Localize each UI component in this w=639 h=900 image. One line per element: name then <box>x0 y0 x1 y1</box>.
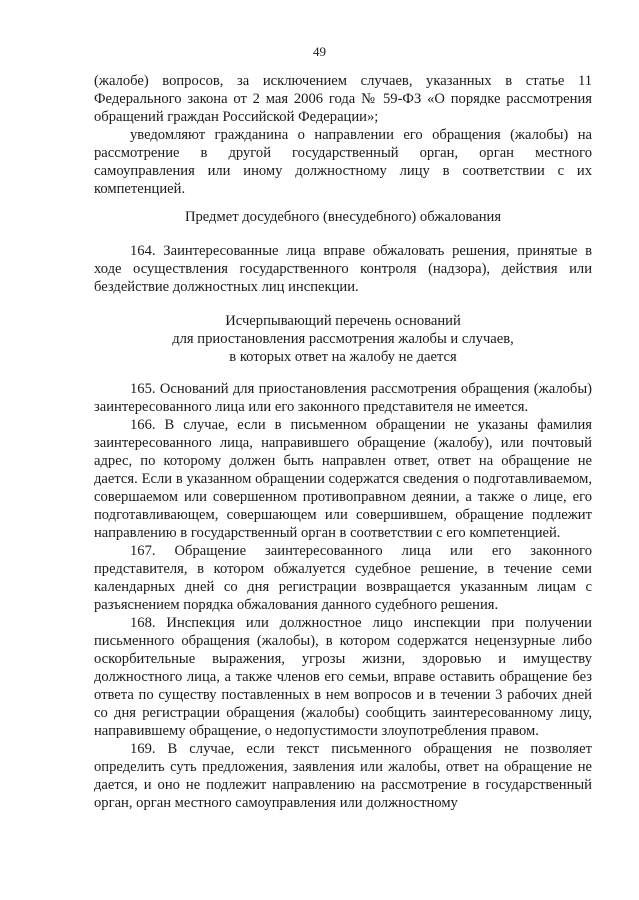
heading-grounds <box>94 312 592 366</box>
paragraph-168: 168. Инспекция или должностное лицо инспекции при получении письменного обращения (жалобы), в котором содержатся нецензурные либо оскорбительные выражения, угрозы жизни, здоровью и имуществу должностного лица, а также членов его семьи, вправе оставить обращение без ответа по существу поставленных в нем вопросов и в течении 3 рабочих дней со дня регистрации обращения (жалобы) сообщить заинтересованному лицу, направившему обращение, о недопустимости злоупотребления правом. <box>94 615 592 739</box>
paragraph-167: 167. Обращение заинтересованного лица или его законного представителя, в котором обжалуется судебное решение, в течение семи календарных дней со дня регистрации возвращается указанным лицам с разъяснением порядка обжалования данного судебного решения. <box>94 543 592 613</box>
paragraph-165: 165. Оснований для приостановления рассмотрения обращения (жалобы) заинтересованного лица или его законного представителя не имеется. <box>94 381 592 415</box>
heading-line: Исчерпывающий перечень оснований <box>225 313 461 329</box>
page-number: 49 <box>313 44 326 59</box>
heading-appeal-subject <box>94 208 592 226</box>
paragraph-notify: уведомляют гражданина о направлении его обращения (жалобы) на рассмотрение в другой государственный орган, орган местного самоуправления или иному должностному лицу в соответствии с их компетенцией. <box>94 127 592 197</box>
paragraph-166: 166. В случае, если в письменном обращении не указаны фамилия заинтересованного лица, направившего обращение (жалобу), или почтовый адрес, по которому должен быть направлен ответ, ответ на обращение не дается. Если в указанном обращении содержатся сведения о подготавливаемом, совершаемом или совершенном противоправном деянии, а также о лице, его подготавливающем, совершающем или совершившем, обращение подлежит направлению в государственный орган в соответствии с его компетенцией. <box>94 417 592 541</box>
heading-line: для приостановления рассмотрения жалобы и случаев, <box>172 331 514 347</box>
paragraph-continuation: (жалобе) вопросов, за исключением случаев, указанных в статье 11 Федерального закона от 2 мая 2006 года № 59-ФЗ «О порядке рассмотрения обращений граждан Российской Федерации»; <box>94 73 592 125</box>
paragraph-164: 164. Заинтересованные лица вправе обжаловать решения, принятые в ходе осуществления государственного контроля (надзора), действия или бездействие должностных лиц инспекции. <box>94 243 592 295</box>
text-block-top <box>94 72 592 198</box>
text-block-164 <box>94 242 592 296</box>
heading-line: Предмет досудебного (внесудебного) обжалования <box>184 209 502 225</box>
text-block-main <box>94 380 592 812</box>
paragraph-169: 169. В случае, если текст письменного обращения не позволяет определить суть предложения, заявления или жалобы, ответ на обращение не дается, и оно не подлежит направлению на рассмотрение в государственный орган, орган местного самоуправления или должностному <box>94 741 592 811</box>
heading-line: в которых ответ на жалобу не дается <box>229 349 457 365</box>
